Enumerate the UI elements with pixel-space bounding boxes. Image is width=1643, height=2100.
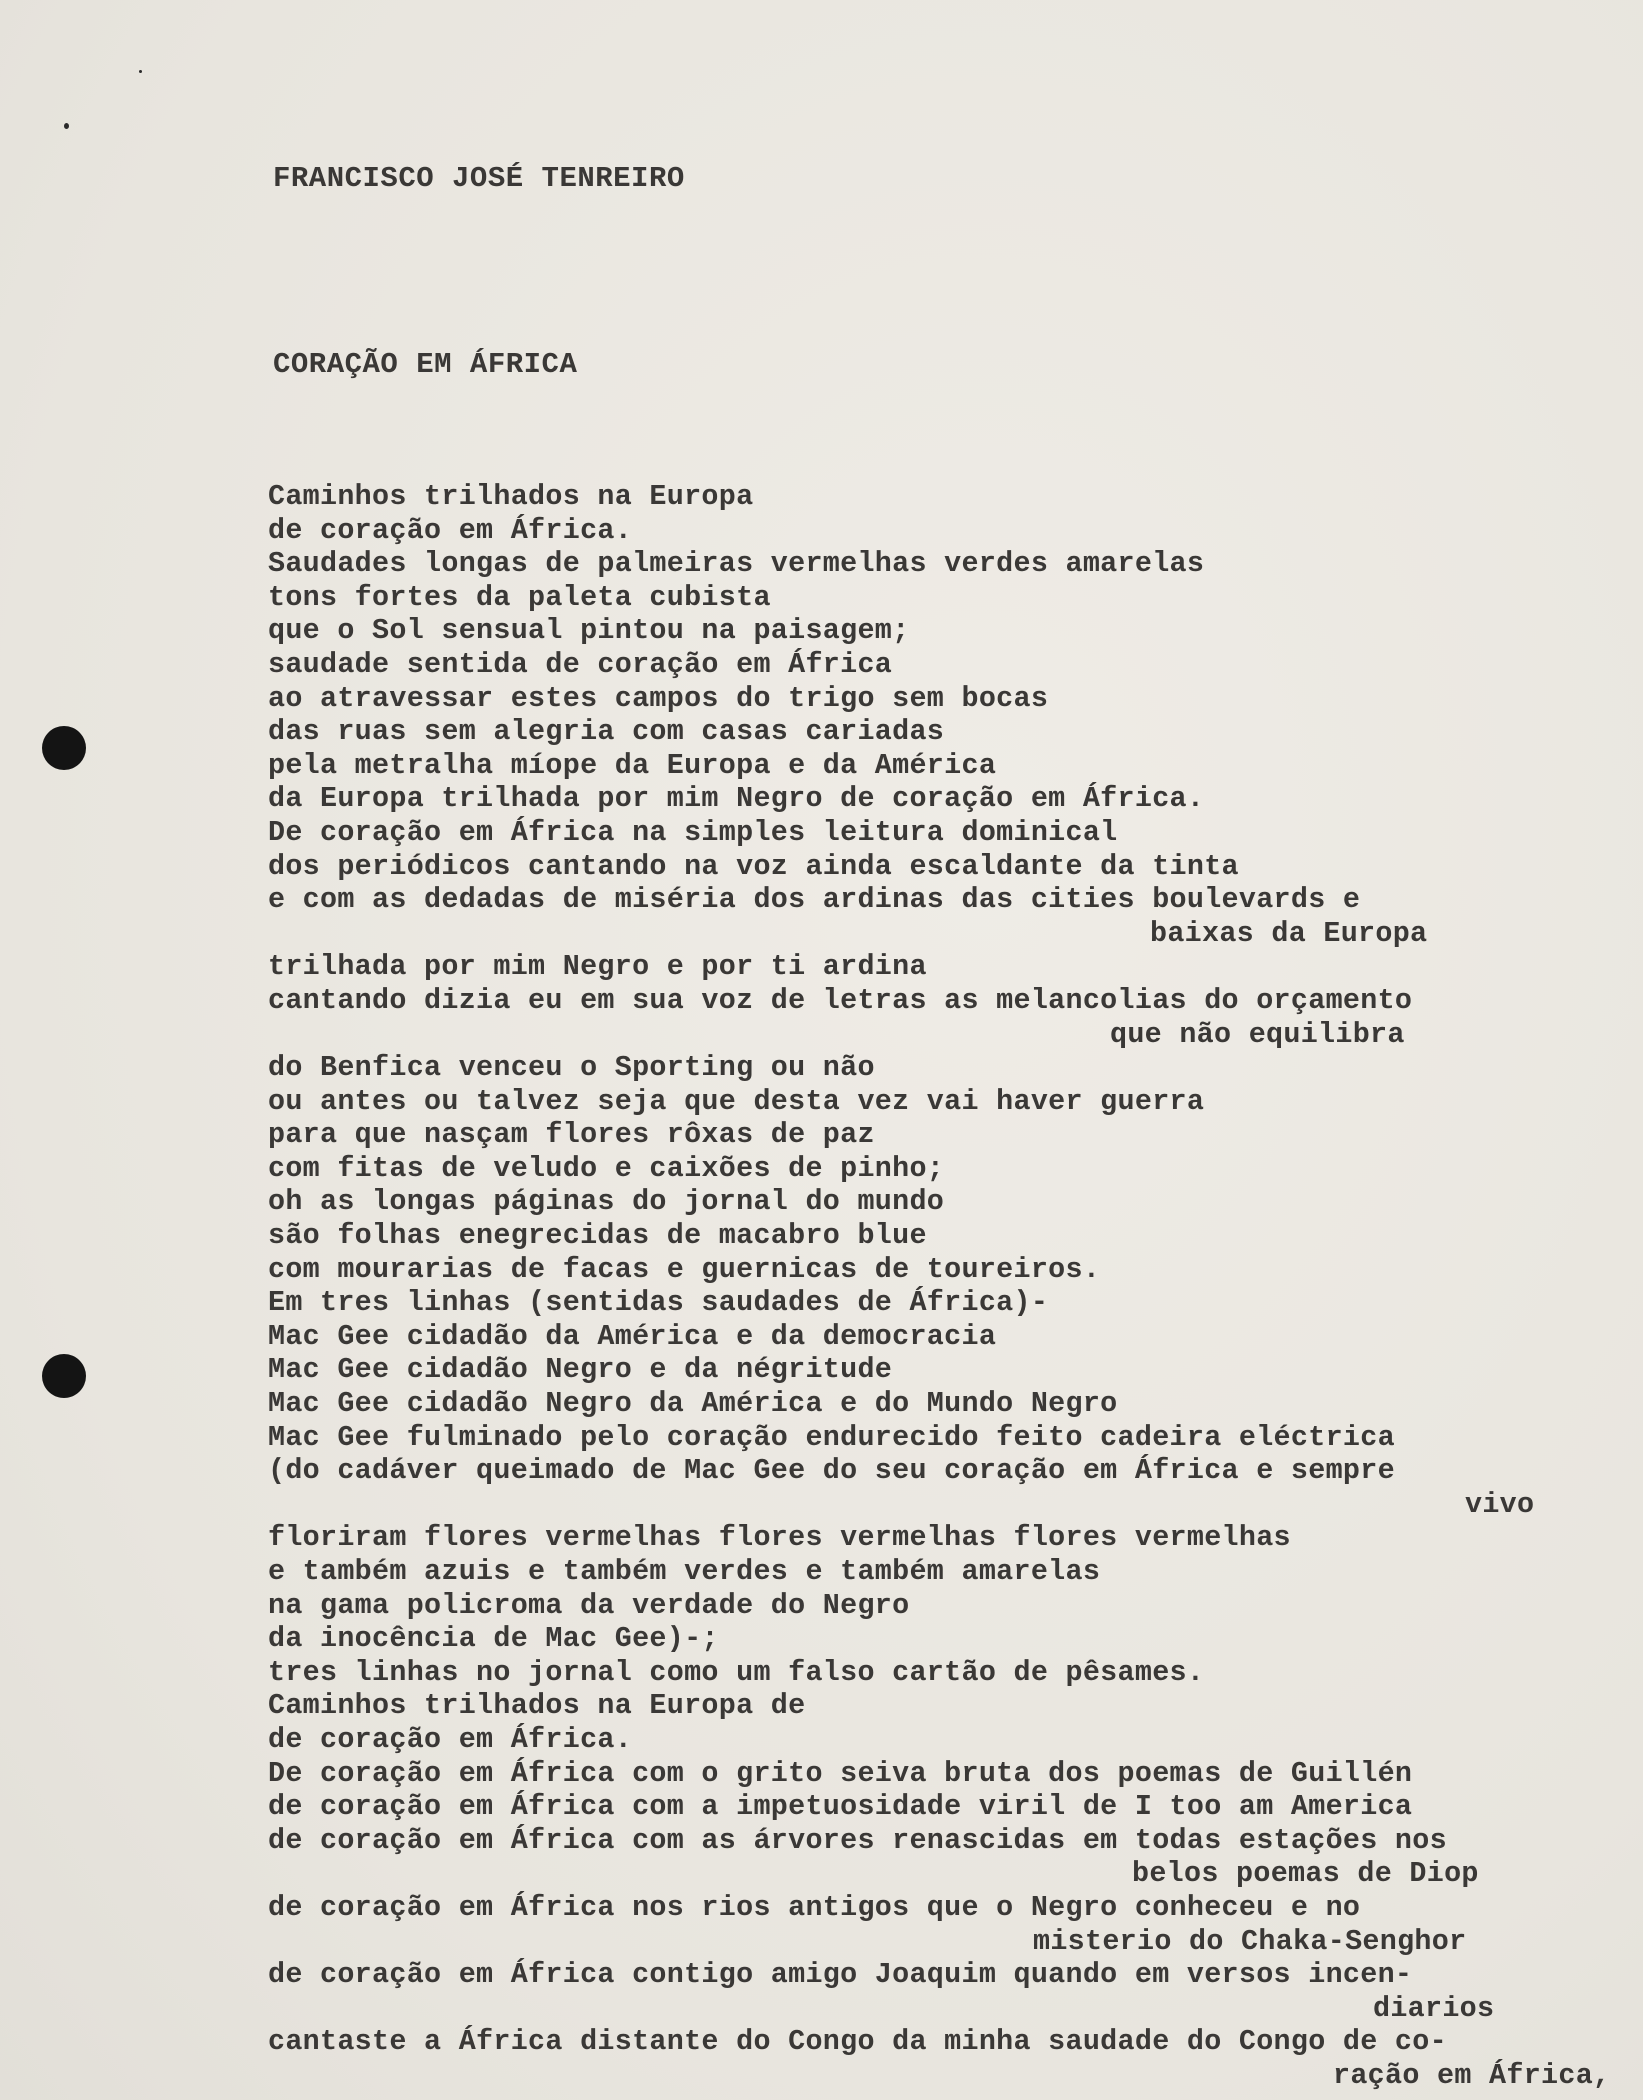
poem-line: do Benfica venceu o Sporting ou não <box>268 1051 875 1085</box>
poem-title: CORAÇÃO EM ÁFRICA <box>273 348 578 381</box>
poem-line: saudade sentida de coração em África <box>268 647 893 681</box>
poem-line: de coração em África. <box>268 513 633 547</box>
poem-line: de coração em África contigo amigo Joaquim quando em versos incen- <box>268 1958 1413 1992</box>
author-name: FRANCISCO JOSÉ TENREIRO <box>273 162 685 195</box>
poem-line: dos periódicos cantando na voz ainda escaldante da tinta <box>268 849 1239 883</box>
poem-line: tres linhas no jornal como um falso cartão de pêsames. <box>268 1655 1205 1689</box>
poem-line: oh as longas páginas do jornal do mundo <box>268 1185 945 1219</box>
poem-line: de coração em África com a impetuosidade viril de I too am America <box>268 1790 1413 1824</box>
poem-line: com mourarias de facas e guernicas de toureiros. <box>268 1252 1101 1286</box>
poem-line: e também azuis e também verdes e também amarelas <box>268 1555 1101 1588</box>
poem-line: na gama policroma da verdade do Negro <box>268 1588 910 1622</box>
poem-line: ao atravessar estes campos do trigo sem bocas <box>268 681 1049 715</box>
ink-speck <box>139 70 142 73</box>
poem-line: de coração em África. <box>268 1722 633 1756</box>
poem-line: para que nasçam flores rôxas de paz <box>268 1118 875 1152</box>
poem-line: de coração em África nos rios antigos que o Negro conheceu e no <box>268 1890 1361 1924</box>
poem-line: Mac Gee cidadão Negro e da négritude <box>268 1353 893 1387</box>
punch-hole <box>42 1354 86 1398</box>
poem-line: que não equilibra <box>1110 1017 1405 1051</box>
poem-line: das ruas sem alegria com casas cariadas <box>268 715 945 749</box>
poem-line: Mac Gee fulminado pelo coração endurecido feito cadeira eléctrica <box>268 1420 1395 1454</box>
poem-line: e com as dedadas de miséria dos ardinas das cities boulevards e <box>268 883 1361 917</box>
poem-line: misterio do Chaka-Senghor <box>1033 1924 1467 1958</box>
poem-line: belos poemas de Diop <box>1132 1857 1479 1891</box>
poem-line: de coração em África com as árvores renascidas em todas estações nos <box>268 1823 1447 1857</box>
poem-line: (do cadáver queimado de Mac Gee do seu coração em África e sempre <box>268 1454 1395 1488</box>
poem-line: Em tres linhas (sentidas saudades de África)- <box>268 1286 1049 1320</box>
poem-line: baixas da Europa <box>1150 916 1428 950</box>
punch-hole <box>42 726 86 770</box>
poem-line: ração em África, <box>1333 2058 1611 2092</box>
poem-body <box>268 480 1638 2093</box>
poem-line: Caminhos trilhados na Europa de <box>268 1689 806 1723</box>
poem-line: com fitas de veludo e caixões de pinho; <box>268 1151 945 1185</box>
poem-line: da inocência de Mac Gee)-; <box>268 1622 719 1656</box>
poem-line: da Europa trilhada por mim Negro de coração em África. <box>268 782 1205 816</box>
poem-line: ou antes ou talvez seja que desta vez vai haver guerra <box>268 1084 1205 1118</box>
poem-line: floriram flores vermelhas flores vermelhas flores vermelhas <box>268 1521 1291 1555</box>
poem-line: cantaste a África distante do Congo da minha saudade do Congo de co- <box>268 2025 1447 2059</box>
poem-line: Mac Gee cidadão da América e da democracia <box>268 1319 997 1353</box>
ink-speck <box>64 123 69 129</box>
poem-line: vivo <box>1465 1487 1535 1521</box>
poem-line: Saudades longas de palmeiras vermelhas verdes amarelas <box>268 547 1205 581</box>
poem-line: Caminhos trilhados na Europa <box>268 480 754 513</box>
poem-line: De coração em África com o grito seiva bruta dos poemas de Guillén <box>268 1756 1413 1790</box>
poem-line: trilhada por mim Negro e por ti ardina <box>268 950 927 984</box>
poem-line: Mac Gee cidadão Negro da América e do Mundo Negro <box>268 1387 1118 1421</box>
poem-line: tons fortes da paleta cubista <box>268 580 771 614</box>
poem-line: são folhas enegrecidas de macabro blue <box>268 1219 927 1253</box>
poem-line: que o Sol sensual pintou na paisagem; <box>268 614 910 648</box>
poem-line: cantando dizia eu em sua voz de letras as melancolias do orçamento <box>268 983 1413 1017</box>
poem-line: De coração em África na simples leitura dominical <box>268 815 1118 849</box>
poem-line: pela metralha míope da Europa e da América <box>268 748 997 782</box>
poem-line: diarios <box>1373 1991 1495 2025</box>
